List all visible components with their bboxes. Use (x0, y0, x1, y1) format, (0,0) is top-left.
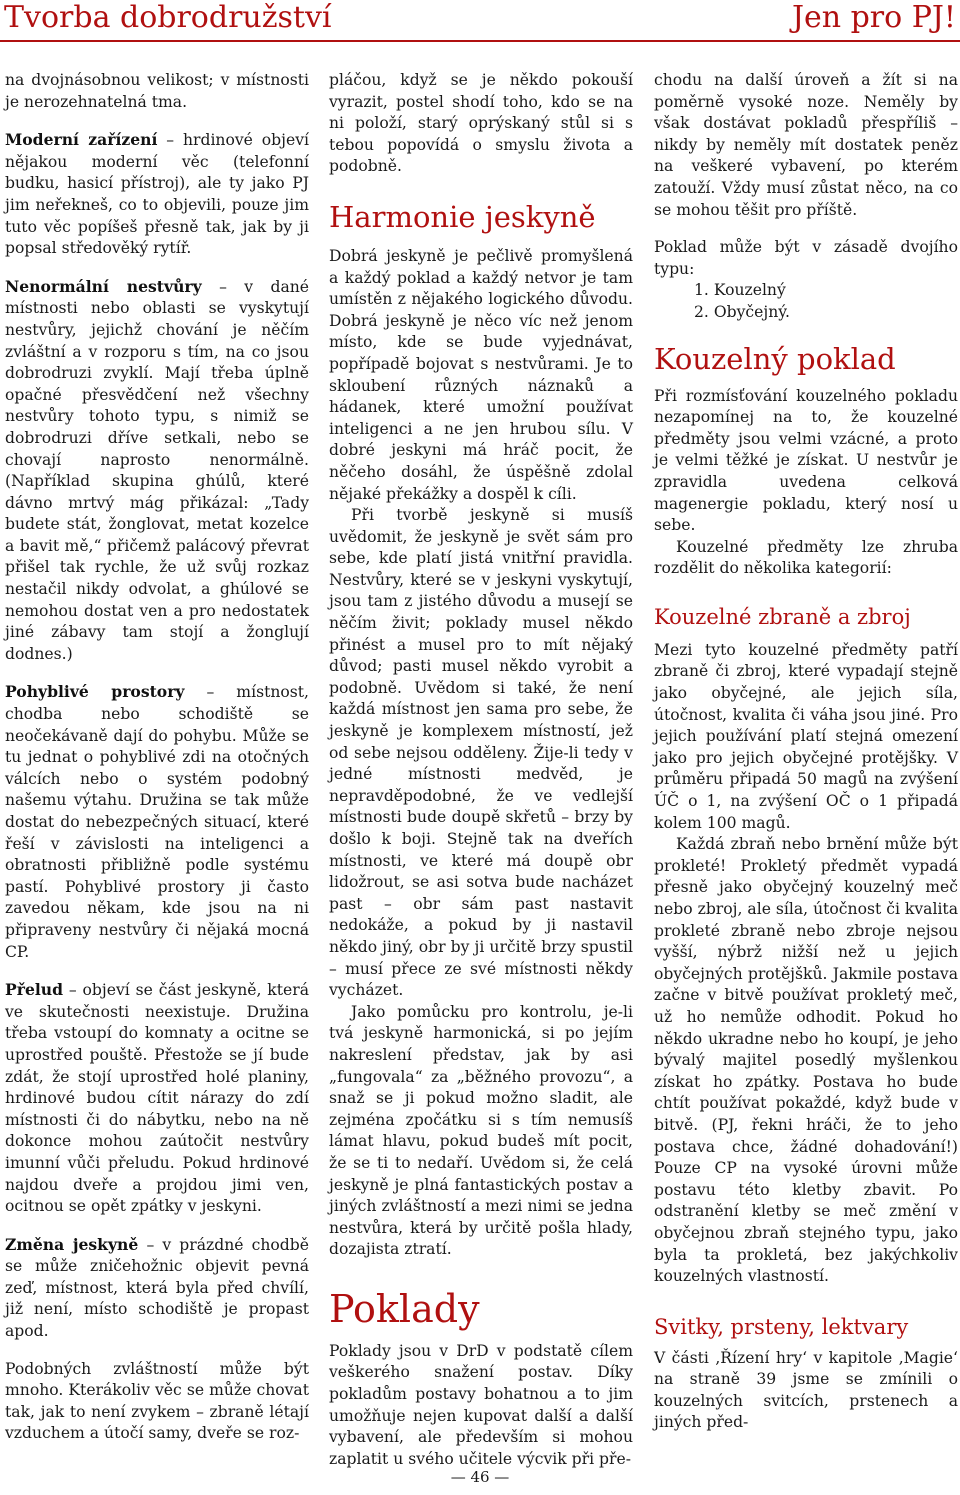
page-number: — 46 — (450, 1468, 510, 1486)
paragraph: Přelud – objeví se část jeskyně, která ve skutečnosti neexistuje. Družina třeba vstoupí do komnaty a ocitne se uprostřed pouště. Přestože se jí bude zdát, že stojí uprostřed holé planiny, hrdinové budou cítit nárazy do zdí místnosti či do nábytku, nebo na ně dokonce mohou zaútočit nestvůry imunní vůči přeludu. Pokud hrdinové najdou dveře a projdou jimi ven, ocitnou se opět zpátky v jeskyni. (5, 980, 309, 1216)
paragraph: Změna jeskyně – v prázdné chodbě se může zničehožnic objevit pevná zeď, místnost, která byla před chvílí, již není, místo schodiště je propast apod. (5, 1234, 309, 1341)
paragraph: Podobných zvláštností může být mnoho. Kterákoliv věc se může chovat tak, jak to není zvykem – zbraně létají vzduchem a útočí samy, dveře se roz- (5, 1359, 309, 1443)
column-3 (654, 70, 958, 1434)
list-item: 2. Obyčejný. (694, 302, 790, 321)
heading-poklady: Poklady (329, 1286, 480, 1331)
paragraph: Dobrá jeskyně je pečlivě promyšlená a každý poklad a každý netvor je tam umístěn z nějakého logického důvodu. Dobrá jeskyně je něco víc než jenom místo, kde se bude vyjednávat, popřípadě bojovat s nestvůrami. Je to skloubení různých náznaků a hádanek, které umožní používat inteligenci a ne jen hrubou sílu. V dobré jeskyni má hráč pocit, že něčeho dosáhl, že úspěšně zdolal nějaké překážky a dospěl k cíli. (329, 246, 633, 503)
paragraph: chodu na další úroveň a žít si na poměrně vysoké noze. Neměly by však dostávat pokladů přespříliš – nikdy by neměly mít dostatek peněz na veškeré vybavení, po kterém zatouží. Vždy musí zůstat něco, na co se mohou těšit pro příště. (654, 71, 958, 219)
paragraph: Při rozmísťování kouzelného pokladu nezapomínej na to, že kouzelné předměty jsou velmi vzácné, a proto je velmi těžké je získat. U nestvůr je zpravidla uvedena celková magenergie pokladu, který nosí u sebe. (654, 386, 958, 535)
list-item: 1. Kouzelný (694, 281, 786, 300)
paragraph: Poklad může být v zásadě dvojího typu: (654, 238, 958, 278)
paragraph: Kouzelné předměty lze zhruba rozdělit do několika kategorií: (654, 537, 958, 578)
term-nenormalni-nestvury: Nenormální nestvůry (5, 276, 202, 296)
paragraph: Mezi tyto kouzelné předměty patří zbraně či zbroj, které vypadají stejně jako obyčejné, ale jejich síla, útočnost, kvalita či váha jsou jiné. Pro jejich používání platí stejná omezení jako pro jejich obyčejné protějšky. V průměru připadá 50 magů na zvýšení ÚČ o 1, na zvýšení OČ o 1 připadá kolem 100 magů. (654, 640, 958, 832)
header-rule (0, 40, 960, 42)
paragraph: Pohyblivé prostory – místnost, chodba nebo schodiště se neočekávaně dají do pohybu. Může se tu jednat o pohyblivé zdi na otočných válcích nebo o systém podobný našemu výtahu. Družina se tak může dostat do nebezpečných situací, které řeší v závislosti na inteligenci a obratnosti přibližně podle systému pastí. Pohyblivé prostory ji často zavedou někam, kde jsou na ni připraveny nestvůry či nějaká mocná CP. (5, 682, 309, 961)
page-header (0, 0, 960, 42)
heading-kouzelne-zbrane: Kouzelné zbraně a zbroj (654, 604, 911, 629)
term-zmena-jeskyne: Změna jeskyně (5, 1234, 139, 1254)
paragraph: Moderní zařízení – hrdinové objeví nějakou moderní věc (telefonní budku, hasicí přístroj), ale ty jako PJ jim neřekneš, co to objevili, pouze jim tuto věc popíšeš přesně tak, jak by ji popsal středověký rytíř. (5, 130, 309, 258)
paragraph: Jako pomůcku pro kontrolu, je-li tvá jeskyně harmonická, si po jejím nakreslení představ, jak by asi „fungovala“ za „běžného provozu“, a snaž se ji pokud možno sladit, ale zejména zpočátku si s tím nemusíš lámat hlavu, pokud budeš mít pocit, že se ti to nedaří. Uvědom si, že celá jeskyně je plná fantastických postav a jiných zvláštností a mezi nimi se jedna nestvůra, která by určitě pošla hlady, dozajista ztratí. (329, 1002, 633, 1259)
paragraph: V části ‚Řízení hry‘ v kapitole ‚Magie‘ na straně 39 jsme se zmínili o kouzelných svitcích, prstenech a jiných před- (654, 1348, 958, 1432)
chapter-title: Tvorba dobrodružství (4, 0, 332, 35)
heading-harmonie-jeskyne: Harmonie jeskyně (329, 199, 596, 234)
paragraph: pláčou, když se je někdo pokouší vyrazit, postel shodí toho, kdo se na ni položí, starý oprýskaný stůl si s tebou popovídá o smyslu života a podobně. (329, 71, 633, 176)
paragraph: Každá zbraň nebo brnění může být prokleté! Prokletý předmět vypadá přesně jako obyčejný kouzelný meč nebo zbroj, ale síla, útočnost či kvalita prokleté zbraně nebo zbroje nejsou vyšší, nýbrž nižší než u jejich obyčejných protějšků. Jakmile postava začne v bitvě používat prokletý meč, už ho nemůže odhodit. Pokud ho někdo ukradne nebo ho koupí, je jeho bývalý majitel posedlý myšlenkou získat ho zpátky. Postava ho bude chtít používat pokaždé, když bude v bitvě. (PJ, řekni hráči, že to jeho postava chce, žádné dohadování!) Pouze CP na vysoké úrovni může postavu této kletby zbavit. Po odstranění kletby se meč změní v obyčejnou zbraň stejného typu, jako byla ta prokletá, bez jakýchkoliv kouzelných vlastností. (654, 835, 958, 1286)
treasure-type-list (654, 280, 958, 323)
column-1 (5, 70, 309, 1445)
paragraph: Při tvorbě jeskyně si musíš uvědomit, že jeskyně je svět sám pro sebe, kde platí jistá vnitřní pravidla. Nestvůry, které se v jeskyni vyskytují, jsou tam z jistého důvodu a musejí se něčím živit; poklady musel někdo přinést a musel pro to mít nějaký důvod; pasti musel někdo vyrobit a podobně. Uvědom si také, že není každá místnost jen sama pro sebe, že jeskyně je komplexem místností, jež od sebe nejsou odděleny. Žije-li tedy v jedné místnosti medvěd, je nepravděpodobné, že ve vedlejší místnosti bude doupě skřetů – brzy by došlo k boji. Stejně tak na dveřích místnosti, ve které má doupě obr lidožrout, se asi sotva bude nacházet past – obr sám past nastavit nedokáže, a pokud by ji nastavil někdo jiný, obr by ji určitě brzy spustil – musí přece ze své místnosti někdy vycházet. (329, 506, 633, 1000)
heading-svitky: Svitky, prsteny, lektvary (654, 1314, 909, 1339)
term-moderni-zarizeni: Moderní zařízení (5, 130, 158, 150)
term-pohyblive-prostory: Pohyblivé prostory (5, 682, 185, 702)
paragraph: Poklady jsou v DrD v podstatě cílem veškerého snažení postav. Díky pokladům postavy bohatnou a to jim umožňuje nejen kupovat další a další vybavení, ale především si mohou zaplatit u svého učitele výcvik při pře- (329, 1341, 633, 1468)
paragraph: na dvojnásobnou velikost; v místnosti je nerozehnatelná tma. (5, 71, 309, 111)
heading-kouzelny-poklad: Kouzelný poklad (654, 341, 896, 376)
paragraph: Nenormální nestvůry – v dané místnosti nebo oblasti se vyskytují nestvůry, jejichž chování je něčím zvláštní a v rozporu s tím, na co jsou dobrodruzi zvyklí. Mají třeba úplně opačné přesvědčení než všechny nestvůry tohoto typu, s nimiž se dobrodruzi dříve setkali, nebo se chovají naprosto nenormálně. (Například skupina ghúlů, které dávno mrtvý mág přikázal: „Tady budete stát, žonglovat, metat kozelce a bavit mě,“ přičemž palácový převrat přišel tak rychle, že už svůj rozkaz nestačil nikdy odvolat, a ghúlové se nemohou dostat ven a pro nedostatek jiné zábavy tam stojí a žonglují dodnes.) (5, 276, 310, 663)
gm-only-label: Jen pro PJ! (791, 0, 956, 35)
column-2 (329, 70, 633, 1470)
term-prelud: Přelud (5, 980, 64, 1000)
